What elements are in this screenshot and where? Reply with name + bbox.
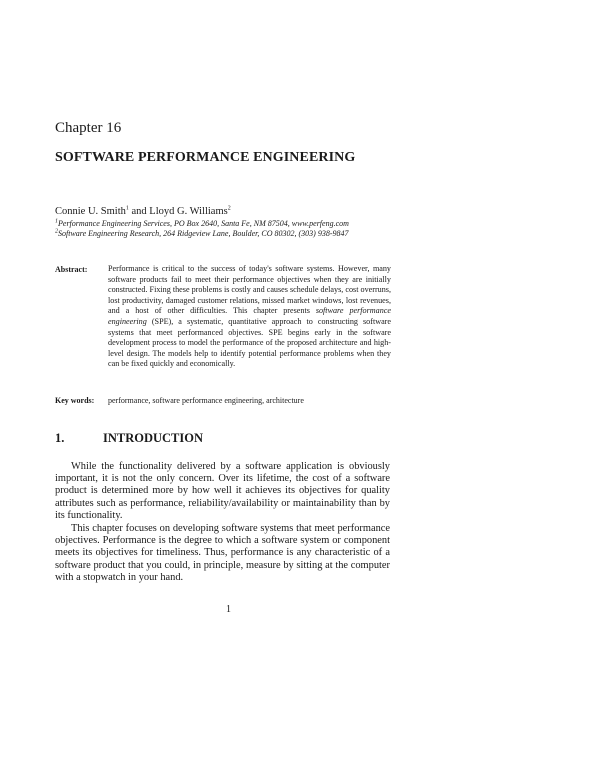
section-number: 1.	[55, 431, 65, 445]
author-1-sup: 1	[125, 205, 129, 212]
author-1-name: Connie U. Smith	[55, 206, 126, 217]
affiliation-2-sup: 2	[55, 228, 58, 235]
affiliation-2-text: Software Engineering Research, 264 Ridgeview Lane, Boulder, CO 80302, (303) 938-9847	[58, 229, 349, 238]
abstract-label: Abstract:	[55, 265, 88, 274]
keywords-label: Key words:	[55, 396, 95, 405]
affiliation-2	[55, 229, 348, 238]
page-number: 1	[226, 604, 231, 615]
keywords-text: performance, software performance engineering, architecture	[108, 396, 304, 405]
section-title: INTRODUCTION	[103, 431, 204, 445]
abstract-text-post: (SPE), a systematic, quantitative approach to constructing software systems that meet performanced objectives. SPE begins early in the software development process to model the performance of the proposed architecture and high-level design. The models help to identify potential performance problems when they can be fixed quickly and economically.	[108, 316, 391, 369]
abstract-text-pre: Performance is critical to the success of today's software systems. However, many software products fail to meet their performance objectives when they are initially constructed. Fixing these problems is costly and causes schedule delays, cost overruns, lost productivity, damaged customer relations, missed market windows, lost revenues, and a host of other difficulties. This chapter presents	[108, 264, 391, 316]
chapter-label: Chapter 16	[55, 120, 122, 136]
body-paragraph-2: This chapter focuses on developing software systems that meet performance objectives. Performance is the degree to which a software system or component meets its objectives for timeliness. Thus, performance is any characteristic of a software product that you could, in principle, measure by sitting at the computer with a stopwatch in your hand.	[55, 523, 390, 583]
author-2-sup: 2	[227, 205, 231, 212]
abstract-text-emphasis: software performance engineering	[108, 306, 391, 326]
abstract-body	[108, 264, 391, 370]
affiliation-1-text: Performance Engineering Services, PO Box 2640, Santa Fe, NM 87504, www.perfeng.com	[58, 219, 349, 228]
paper-title: SOFTWARE PERFORMANCE ENGINEERING	[55, 150, 356, 165]
affiliation-1-sup: 1	[55, 218, 58, 225]
body-paragraph-1: While the functionality delivered by a software application is obviously important, it is not the only concern. Over its lifetime, the cost of a software product is determined more by how well it achieves its objectives for quality attributes such as performance, reliability/availability or maintainability than by its functionality.	[55, 461, 390, 521]
author-2-name: and Lloyd G. Williams	[128, 206, 228, 217]
affiliation-1	[55, 219, 349, 228]
author-line	[55, 206, 231, 217]
